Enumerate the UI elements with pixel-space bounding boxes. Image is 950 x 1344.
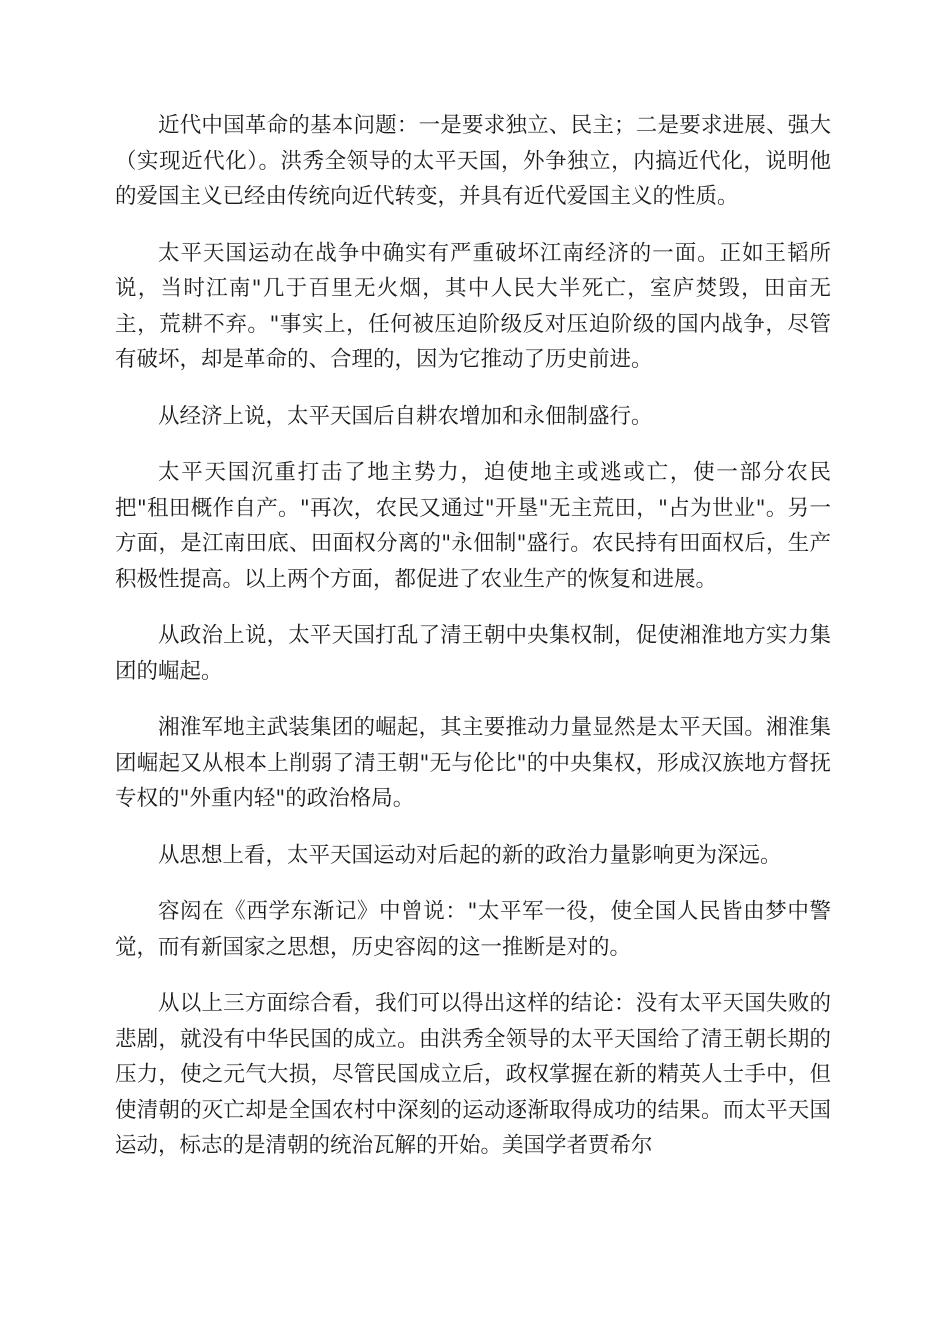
- paragraph-5: 从政治上说，太平天国打乱了清王朝中央集权制，促使湘淮地方实力集团的崛起。: [115, 623, 831, 684]
- paragraph-4: 太平天国沉重打击了地主势力，迫使地主或逃或亡，使一部分农民把"租田概作自产。"再次，农民又通过"开垦"无主荒田，"占为世业"。另一方面，是江南田底、田面权分离的"永佃制"盛行。农民持有田面权后，生产积极性提高。以上两个方面，都促进了农业生产的恢复和进展。: [115, 460, 831, 592]
- paragraph-3: 从经济上说，太平天国后自耕农增加和永佃制盛行。: [158, 403, 653, 429]
- paragraph-7: 从思想上看，太平天国运动对后起的新的政治力量影响更为深远。: [158, 842, 782, 868]
- paragraph-9: 从以上三方面综合看，我们可以得出这样的结论：没有太平天国失败的悲剧，就没有中华民国的成立。由洪秀全领导的太平天国给了清王朝长期的压力，使之元气大损，尽管民国成立后，政权掌握在新的精英人士手中，但使清朝的灭亡却是全国农村中深刻的运动逐渐取得成功的结果。而太平天国运动，标志的是清朝的统治瓦解的开始。美国学者贾希尔: [115, 991, 831, 1158]
- paragraph-2: 太平天国运动在战争中确实有严重破坏江南经济的一面。正如王韬所说，当时江南"几于百里无火烟，其中人民大半死亡，室庐焚毁，田亩无主，荒耕不弃。"事实上，任何被压迫阶级反对压迫阶级的国内战争，尽管有破坏，却是革命的、合理的，因为它推动了历史前进。: [115, 240, 831, 372]
- paragraph-8: 容闳在《西学东渐记》中曾说："太平军一役，使全国人民皆由梦中警觉，而有新国家之思想，历史容闳的这一推断是对的。: [115, 899, 831, 960]
- paragraph-6: 湘淮军地主武装集团的崛起，其主要推动力量显然是太平天国。湘淮集团崛起又从根本上削弱了清王朝"无与伦比"的中央集权，形成汉族地方督抚专权的"外重内轻"的政治格局。: [115, 715, 831, 811]
- document-page: [115, 108, 831, 1185]
- paragraph-1: 近代中国革命的基本问题：一是要求独立、民主；二是要求进展、强大（实现近代化）。洪秀全领导的太平天国，外争独立，内搞近代化，说明他的爱国主义已经由传统向近代转变，并具有近代爱国主义的性质。: [115, 113, 831, 209]
